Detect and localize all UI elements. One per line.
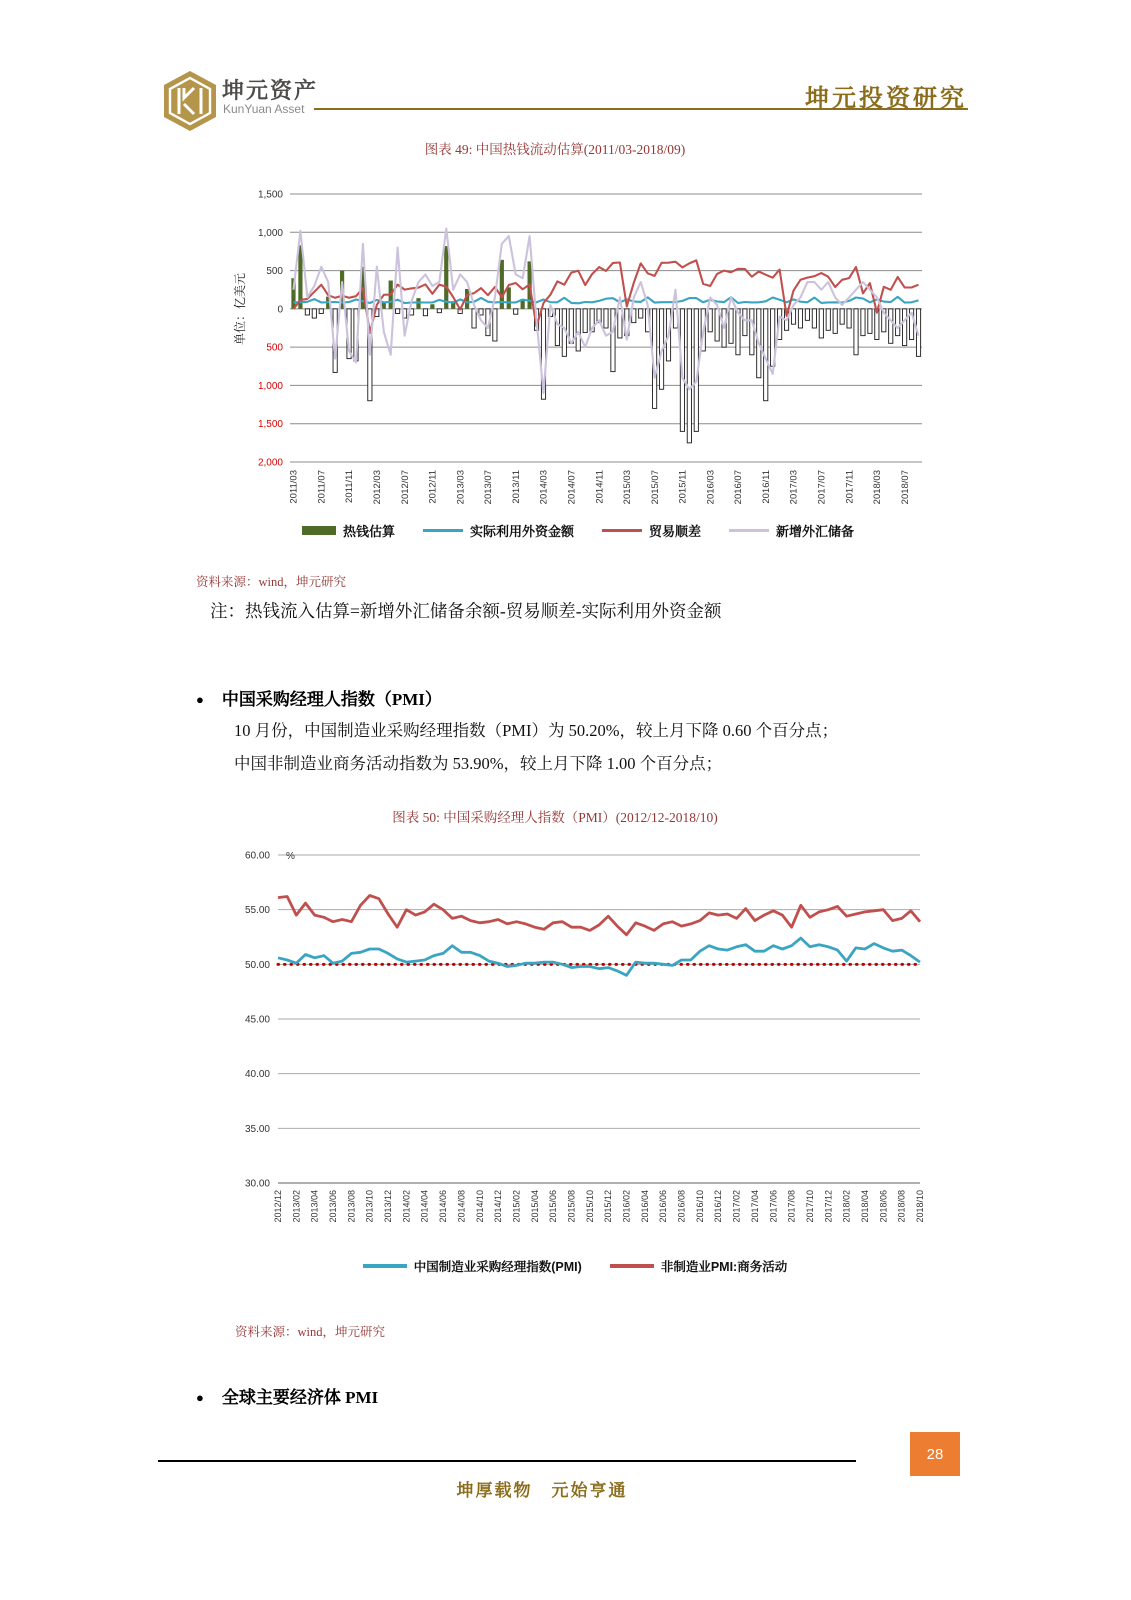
report-series-title: 坤元投资研究 — [805, 86, 967, 112]
svg-text:2017/03: 2017/03 — [788, 470, 800, 505]
section-heading-china-pmi — [196, 685, 442, 710]
hot-money-swatch — [302, 526, 336, 535]
figure-50-source: 资料来源：wind，坤元研究 — [235, 1325, 386, 1339]
pmi-paragraph-line1: 10 月份，中国制造业采购经理指数（PMI）为 50.20%，较上月下降 0.60 个百分点； — [234, 721, 839, 740]
svg-text:2016/06: 2016/06 — [658, 1190, 669, 1223]
svg-text:500: 500 — [266, 266, 283, 278]
legend-item-fdi — [423, 521, 574, 540]
svg-text:2018/02: 2018/02 — [841, 1190, 852, 1223]
svg-text:50.00: 50.00 — [244, 959, 270, 971]
svg-text:2015/06: 2015/06 — [548, 1190, 559, 1223]
svg-text:2011/11: 2011/11 — [344, 470, 356, 503]
svg-text:单位：亿美元: 单位：亿美元 — [233, 272, 247, 346]
svg-text:60.00: 60.00 — [244, 850, 270, 862]
svg-text:2012/12: 2012/12 — [273, 1190, 283, 1223]
svg-text:2015/04: 2015/04 — [529, 1190, 540, 1223]
svg-text:1,500: 1,500 — [257, 189, 283, 201]
logo-company-name: 坤元资产 — [222, 78, 319, 103]
svg-text:2017/02: 2017/02 — [731, 1190, 742, 1223]
svg-text:2011/03: 2011/03 — [288, 470, 300, 504]
kunyuan-logo-icon — [162, 70, 218, 132]
svg-text:2018/06: 2018/06 — [878, 1190, 889, 1223]
svg-text:500: 500 — [266, 342, 283, 354]
svg-text:2017/04: 2017/04 — [749, 1190, 760, 1223]
section-heading-text: 全球主要经济体 PMI — [221, 1388, 379, 1407]
section-heading-text: 中国采购经理人指数（PMI） — [221, 690, 442, 709]
trade-surplus-swatch — [602, 529, 642, 532]
legend-item-hot-money — [302, 521, 395, 540]
legend-label: 非制造业PMI:商务活动 — [660, 1260, 788, 1274]
svg-text:2015/03: 2015/03 — [622, 470, 633, 505]
svg-text:2015/11: 2015/11 — [677, 470, 689, 504]
legend-item-trade-surplus — [602, 521, 701, 540]
pmi-paragraph-line2: 中国非制造业商务活动指数为 53.90%，较上月下降 1.00 个百分点； — [234, 754, 723, 773]
svg-text:2014/11: 2014/11 — [594, 470, 606, 504]
figure-50-legend — [222, 1257, 928, 1275]
section-heading-global-pmi — [196, 1383, 378, 1408]
svg-text:2016/07: 2016/07 — [733, 470, 745, 505]
svg-text:2018/03: 2018/03 — [872, 470, 884, 505]
hot-money-flow-chart — [228, 182, 928, 532]
figure-49-note: 注：热钱流入估算=新增外汇储备余额-贸易顺差-实际利用外资金额 — [210, 601, 722, 621]
svg-text:2014/06: 2014/06 — [438, 1190, 449, 1223]
svg-text:1,000: 1,000 — [257, 227, 283, 239]
nonmanufacturing-pmi-swatch — [610, 1264, 654, 1268]
svg-text:2013/03: 2013/03 — [455, 470, 467, 505]
svg-text:45.00: 45.00 — [244, 1014, 270, 1026]
svg-text:2016/11: 2016/11 — [760, 470, 772, 504]
svg-text:2018/10: 2018/10 — [915, 1190, 925, 1223]
legend-item-fx-reserves — [729, 521, 854, 540]
svg-text:2013/06: 2013/06 — [328, 1190, 338, 1223]
svg-text:2016/08: 2016/08 — [676, 1190, 687, 1223]
svg-text:2013/12: 2013/12 — [383, 1190, 394, 1223]
svg-text:2013/02: 2013/02 — [291, 1190, 302, 1223]
svg-text:2017/08: 2017/08 — [786, 1190, 797, 1223]
svg-text:2013/04: 2013/04 — [309, 1190, 320, 1223]
svg-text:30.00: 30.00 — [244, 1178, 270, 1190]
svg-text:2015/12: 2015/12 — [603, 1190, 614, 1223]
svg-text:2012/07: 2012/07 — [399, 470, 411, 505]
svg-text:35.00: 35.00 — [244, 1123, 270, 1135]
svg-text:0: 0 — [277, 304, 283, 316]
svg-text:2015/02: 2015/02 — [511, 1190, 522, 1223]
figure-50-title: 图表 50: 中国采购经理人指数（PMI）(2012/12-2018/10) — [392, 810, 718, 825]
legend-item-manufacturing-pmi — [363, 1257, 582, 1275]
legend-label: 热钱估算 — [342, 524, 395, 539]
svg-text:2014/04: 2014/04 — [419, 1190, 430, 1223]
svg-text:%: % — [286, 851, 295, 862]
pmi-chart — [222, 845, 928, 1245]
svg-text:2017/11: 2017/11 — [844, 470, 856, 504]
svg-text:40.00: 40.00 — [244, 1069, 270, 1081]
footer-motto: 坤厚载物 元始亨通 — [456, 1481, 628, 1500]
fdi-swatch — [423, 529, 463, 532]
svg-text:2014/07: 2014/07 — [566, 470, 578, 505]
legend-label: 实际利用外资金额 — [469, 524, 574, 539]
svg-text:2018/07: 2018/07 — [899, 470, 911, 505]
logo-company-name-en: KunYuan Asset — [223, 102, 305, 116]
svg-text:2016/04: 2016/04 — [639, 1190, 650, 1223]
svg-text:2016/02: 2016/02 — [621, 1190, 632, 1223]
svg-text:2,000: 2,000 — [257, 457, 283, 469]
svg-text:2013/11: 2013/11 — [510, 470, 522, 504]
manufacturing-pmi-swatch — [363, 1264, 407, 1268]
page-number-badge: 28 — [910, 1432, 960, 1476]
svg-text:2014/08: 2014/08 — [456, 1190, 467, 1223]
legend-label: 贸易顺差 — [649, 524, 702, 539]
svg-text:2016/12: 2016/12 — [713, 1190, 724, 1223]
svg-text:2015/10: 2015/10 — [584, 1190, 595, 1223]
svg-text:2017/10: 2017/10 — [804, 1190, 815, 1223]
bullet-icon: ● — [196, 1390, 204, 1405]
svg-text:2016/03: 2016/03 — [705, 470, 717, 505]
svg-text:2018/08: 2018/08 — [896, 1190, 907, 1223]
svg-text:2017/06: 2017/06 — [768, 1190, 779, 1223]
svg-text:2018/04: 2018/04 — [860, 1190, 870, 1223]
svg-text:2012/11: 2012/11 — [427, 470, 439, 504]
svg-text:1,500: 1,500 — [257, 419, 283, 431]
svg-text:2015/08: 2015/08 — [566, 1190, 577, 1223]
svg-text:2014/12: 2014/12 — [493, 1190, 504, 1223]
svg-text:2013/10: 2013/10 — [364, 1190, 375, 1223]
legend-item-nonmanufacturing-pmi — [610, 1257, 787, 1275]
svg-text:1,000: 1,000 — [257, 380, 283, 392]
legend-label: 中国制造业采购经理指数(PMI) — [413, 1260, 582, 1274]
svg-text:55.00: 55.00 — [244, 905, 270, 917]
svg-text:2013/08: 2013/08 — [346, 1190, 357, 1223]
svg-text:2014/03: 2014/03 — [538, 470, 550, 505]
figure-49-legend — [228, 521, 928, 540]
svg-text:2017/07: 2017/07 — [816, 470, 828, 505]
svg-text:2014/02: 2014/02 — [401, 1190, 412, 1223]
fx-reserves-swatch — [729, 529, 769, 532]
svg-text:2014/10: 2014/10 — [474, 1190, 485, 1223]
figure-49-source: 资料来源：wind，坤元研究 — [196, 575, 347, 589]
svg-text:2011/07: 2011/07 — [316, 470, 328, 504]
footer-rule — [158, 1460, 856, 1462]
svg-text:2017/12: 2017/12 — [823, 1190, 834, 1223]
svg-text:2012/03: 2012/03 — [372, 470, 383, 505]
svg-text:2015/07: 2015/07 — [649, 470, 661, 505]
legend-label: 新增外汇储备 — [776, 524, 855, 539]
bullet-icon: ● — [196, 692, 204, 707]
svg-text:2016/10: 2016/10 — [694, 1190, 705, 1223]
figure-49-title: 图表 49: 中国热钱流动估算(2011/03-2018/09) — [424, 142, 686, 157]
svg-text:2013/07: 2013/07 — [483, 470, 495, 505]
